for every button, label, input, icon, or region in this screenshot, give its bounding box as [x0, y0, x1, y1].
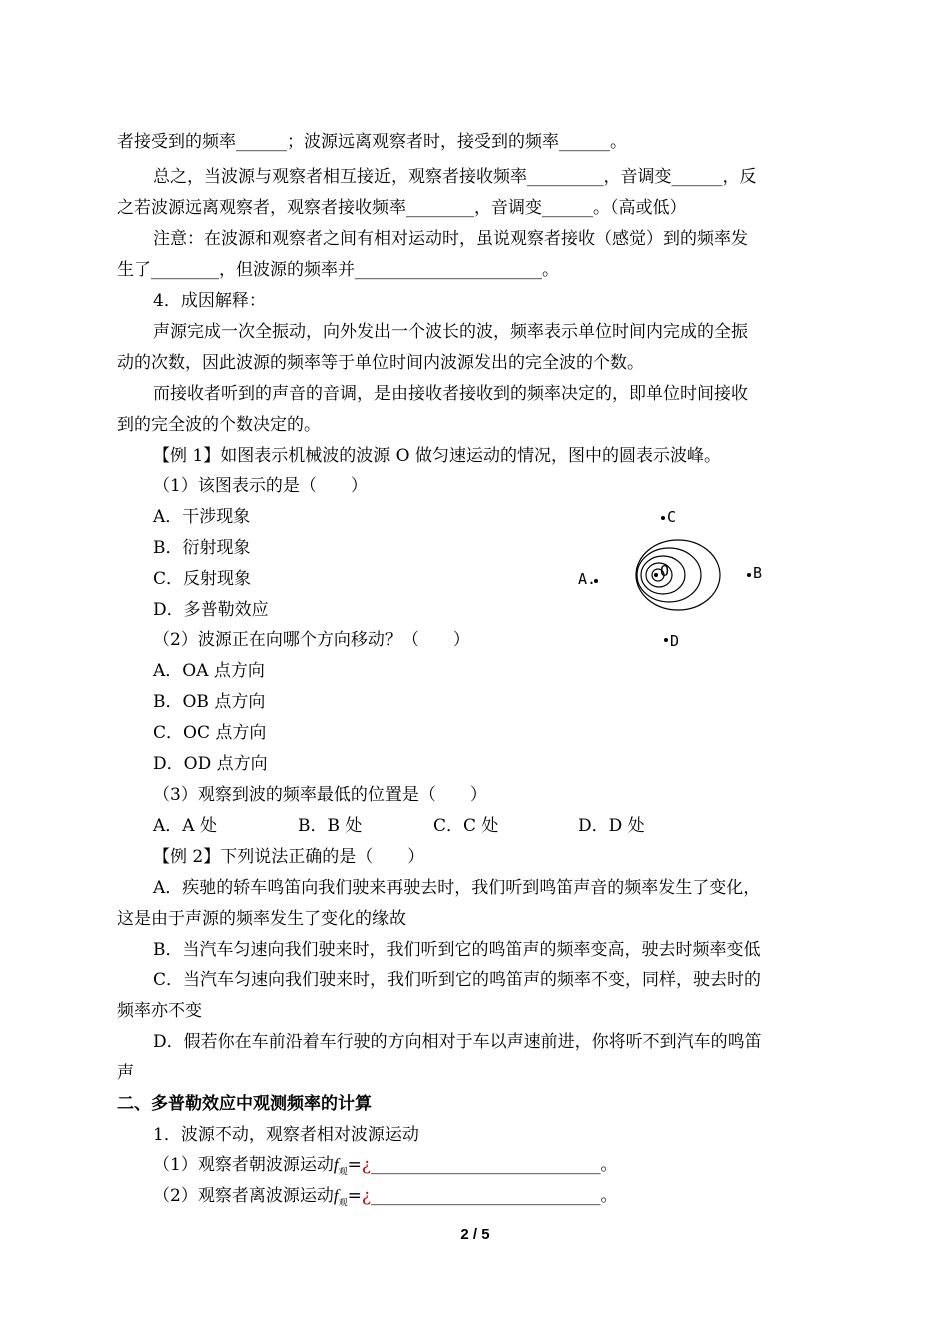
example2-title: 【例 2】下列说法正确的是（ ）	[153, 847, 425, 867]
doppler-wave-figure	[570, 495, 790, 665]
label-c: C	[667, 508, 677, 526]
option-a: A．OA 点方向	[153, 661, 265, 681]
paragraph-line: 总之，当波源与观察者相互接近，观察者接收频率_________，音调变______，反	[153, 167, 757, 187]
point-d-dot	[664, 638, 668, 642]
option-d: D．D 处	[578, 816, 645, 836]
point-b-dot	[747, 573, 751, 577]
answer-blank: ___________________________。	[370, 1186, 618, 1206]
frequency-symbol: f	[333, 1155, 339, 1174]
example2-option-d-cont: 声	[117, 1063, 134, 1083]
frequency-subscript: 观	[338, 1167, 348, 1178]
equals-sign: =	[347, 1186, 362, 1206]
wave-crest-circle	[636, 540, 720, 610]
example2-option-d: D．假若你在车前沿着车行驶的方向相对于车以声速前进，你将听不到汽车的鸣笛	[153, 1032, 762, 1052]
paragraph-line: 者接受到的频率______；波源远离观察者时，接受到的频率______。	[117, 132, 627, 152]
frequency-symbol: f	[333, 1186, 339, 1205]
formula-line-2	[153, 1184, 617, 1215]
equals-sign: =	[347, 1155, 362, 1175]
label-a: A.	[578, 570, 597, 588]
label-b: B	[753, 564, 763, 582]
paragraph-line: 到的完全波的个数决定的。	[117, 415, 321, 435]
option-b: B．B 处	[298, 816, 363, 836]
label-d: D	[670, 632, 680, 650]
option-c: C．C 处	[433, 816, 499, 836]
missing-glyph: ¿	[361, 1155, 371, 1175]
option-a: A．干涉现象	[153, 507, 251, 527]
label-o: O	[660, 562, 670, 580]
example2-option-a: A．疾驰的轿车鸣笛向我们驶来再驶去时，我们听到鸣笛声音的频率发生了变化，	[153, 878, 761, 898]
paragraph-line: 生了________，但波源的频率并______________________。	[117, 260, 559, 280]
missing-glyph: ¿	[361, 1186, 371, 1206]
option-b: B．衍射现象	[153, 538, 251, 558]
formula-line-1	[153, 1153, 617, 1184]
subsection-title: 4．成因解释：	[153, 291, 266, 311]
example1-question-3: （3）观察到波的频率最低的位置是（ ）	[153, 785, 487, 805]
formula-label: （1）观察者朝波源运动	[153, 1155, 334, 1175]
paragraph-line: 注意：在波源和观察者之间有相对运动时，虽说观察者接收（感觉）到的频率发	[153, 229, 748, 249]
point-c-dot	[661, 516, 665, 520]
option-d: D．多普勒效应	[153, 600, 269, 620]
example2-option-c: C．当汽车匀速向我们驶来时，我们听到它的鸣笛声的频率不变，同样，驶去时的	[153, 970, 762, 990]
paragraph-line: 而接收者听到的声音的音调，是由接收者接收到的频率决定的，即单位时间接收	[153, 384, 748, 404]
example2-option-c-cont: 频率亦不变	[117, 1001, 202, 1021]
subsection-title: 1．波源不动，观察者相对波源运动	[153, 1125, 419, 1145]
formula-label: （2）观察者离波源运动	[153, 1186, 334, 1206]
option-c: C．反射现象	[153, 569, 252, 589]
answer-blank: ___________________________。	[370, 1155, 618, 1175]
source-o-dot	[654, 573, 658, 577]
paragraph-line: 动的次数，因此波源的频率等于单位时间内波源发出的完全波的个数。	[117, 353, 644, 373]
example1-question-2: （2）波源正在向哪个方向移动？（ ）	[153, 630, 470, 650]
option-a: A．A 处	[153, 816, 217, 836]
example2-option-a-cont: 这是由于声源的频率发生了变化的缘故	[117, 909, 406, 929]
option-c: C．OC 点方向	[153, 723, 267, 743]
example1-question-1: （1）该图表示的是（ ）	[153, 476, 368, 496]
frequency-subscript: 观	[338, 1198, 348, 1209]
section-heading: 二、多普勒效应中观测频率的计算	[117, 1094, 372, 1114]
example1-title: 【例 1】如图表示机械波的波源 O 做匀速运动的情况，图中的圆表示波峰。	[153, 446, 721, 466]
paragraph-line: 声源完成一次全振动，向外发出一个波长的波，频率表示单位时间内完成的全振	[153, 322, 748, 342]
paragraph-line: 之若波源远离观察者，观察者接收频率________，音调变______。（高或低）	[117, 198, 687, 218]
example2-option-b: B．当汽车匀速向我们驶来时，我们听到它的鸣笛声的频率变高，驶去时频率变低	[153, 940, 761, 960]
option-d: D．OD 点方向	[153, 754, 268, 774]
option-b: B．OB 点方向	[153, 692, 266, 712]
page-number: 2 / 5	[460, 1226, 490, 1243]
